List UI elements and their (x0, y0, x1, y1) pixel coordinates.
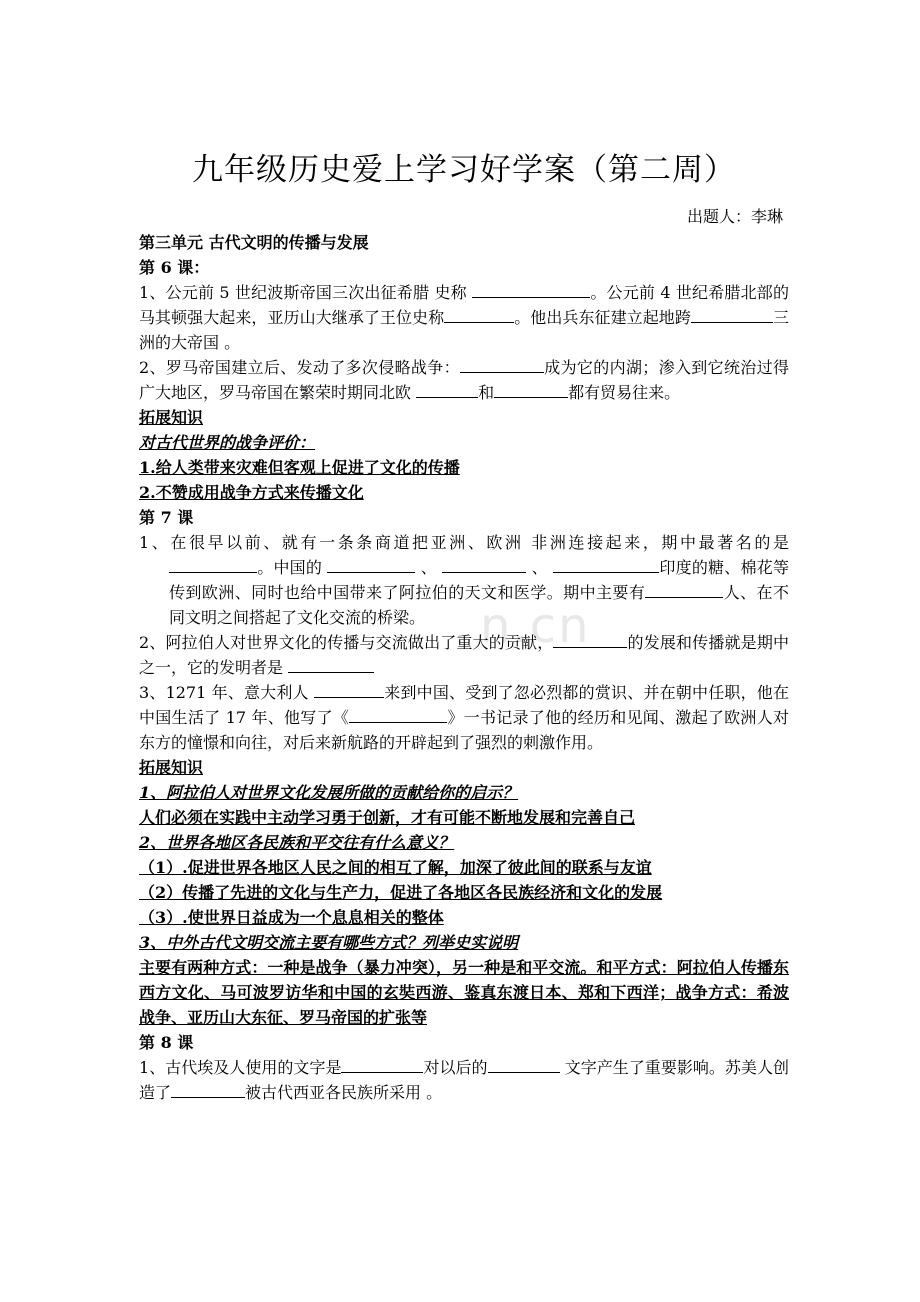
answer-blank[interactable] (442, 555, 526, 573)
extension-2-answer-2-3: （3）.使世界日益成为一个息息相关的整体 (139, 908, 444, 927)
answer-blank[interactable] (169, 555, 257, 573)
answer-blank[interactable] (327, 555, 415, 573)
lesson-8-question-1: 1、古代埃及人使用的文字是 对以后的 文字产生了重要影响。苏美人创造了 被古代西亚各民族所采用 。 (139, 1055, 789, 1105)
unit-heading: 第三单元 古代文明的传播与发展 (139, 233, 369, 252)
answer-blank[interactable] (444, 305, 514, 323)
lesson-7-heading: 第 7 课 (139, 508, 194, 527)
extension-2-question-1: 1、阿拉伯人对世界文化发展所做的贡献给你的启示？ (139, 783, 519, 802)
worksheet-page (139, 150, 789, 1105)
answer-blank[interactable] (691, 305, 773, 323)
answer-blank[interactable] (645, 580, 723, 598)
answer-blank[interactable] (553, 555, 659, 573)
lesson-7-question-2: 2、阿拉伯人对世界文化的传播与交流做出了重大的贡献， 的发展和传播就是期中之一，它的发明者是 (139, 630, 789, 680)
extension-1-answer-1: 1.给人类带来灾难但客观上促进了文化的传播 (139, 458, 460, 477)
extension-2-question-2: 2、世界各地区各民族和平交往有什么意义？ (139, 833, 455, 852)
watermark: n.cn (480, 598, 591, 654)
extension-heading-1: 拓展知识 (139, 408, 204, 427)
lesson-6-question-1: 1、公元前 5 世纪波斯帝国三次出征希腊 史称 。公元前 4 世纪希腊北部的马其顿强大起来，亚历山大继承了王位史称 。他出兵东征建立起地跨 三洲的大帝国 。 (139, 280, 789, 355)
answer-blank[interactable] (349, 705, 447, 723)
lesson-6-question-2: 2、罗马帝国建立后、发动了多次侵略战争： 成为它的内湖；渗入到它统治过得广大地区，罗马帝国在繁荣时期同北欧 和 都有贸易往来。 (139, 355, 789, 405)
answer-blank[interactable] (171, 1080, 245, 1098)
answer-blank[interactable] (416, 380, 478, 398)
author-line: 出题人：李琳 (686, 207, 783, 226)
extension-2-question-3: 3、中外古代文明交流主要有哪些方式？列举史实说明 (139, 933, 519, 952)
extension-2-answer-1: 人们必须在实践中主动学习勇于创新，才有可能不断地发展和完善自己 (139, 808, 636, 827)
answer-blank[interactable] (341, 1055, 423, 1073)
lesson-8-heading: 第 8 课 (139, 1033, 194, 1052)
extension-2-answer-2-1: （1）.促进世界各地区人民之间的相互了解，加深了彼此间的联系与友谊 (139, 858, 652, 877)
lesson-6-heading: 第 6 课： (139, 258, 210, 277)
extension-2-answer-2-2: （2）传播了先进的文化与生产力，促进了各地区各民族经济和文化的发展 (139, 883, 663, 902)
page-title: 九年级历史爱上学习好学案（第二周） (192, 152, 736, 188)
lesson-7-question-3: 3、1271 年、意大利人 来到中国、受到了忽必烈都的赏识、并在朝中任职，他在中国生活了 17 年、他写了《 》一书记录了他的经历和见闻、激起了欧洲人对东方的憧憬和向往，对后来新航路的开辟起到了强烈的刺激作用。 (139, 680, 789, 755)
answer-blank[interactable] (288, 655, 374, 673)
extension-1-answer-2: 2.不赞成用战争方式来传播文化 (139, 483, 364, 502)
answer-blank[interactable] (460, 355, 544, 373)
answer-blank[interactable] (314, 680, 384, 698)
answer-blank[interactable] (488, 1055, 560, 1073)
answer-blank[interactable] (553, 630, 627, 648)
answer-blank[interactable] (494, 380, 568, 398)
extension-1-question: 对古代世界的战争评价： (139, 433, 316, 452)
answer-blank[interactable] (472, 280, 590, 298)
extension-2-answer-3: 主要有两种方式：一种是战争（暴力冲突），另一种是和平交流。和平方式：阿拉伯人传播东西方文化、马可波罗访华和中国的玄奘西游、鉴真东渡日本、郑和下西洋；战争方式：希波战争、亚历山大东征、罗马帝国的扩张等 (139, 958, 789, 1027)
extension-heading-2: 拓展知识 (139, 758, 204, 777)
lesson-7-question-1: 1、在很早以前、就有一条条商道把亚洲、欧洲 非洲连接起来，期中最著名的是 。中国的 、 、 印度的糖、棉花等传到欧洲、同时也给中国带来了阿拉伯的天文和医学。期中主要有 人、在不同文明之间搭起了文化交流的桥梁。 (139, 533, 789, 627)
